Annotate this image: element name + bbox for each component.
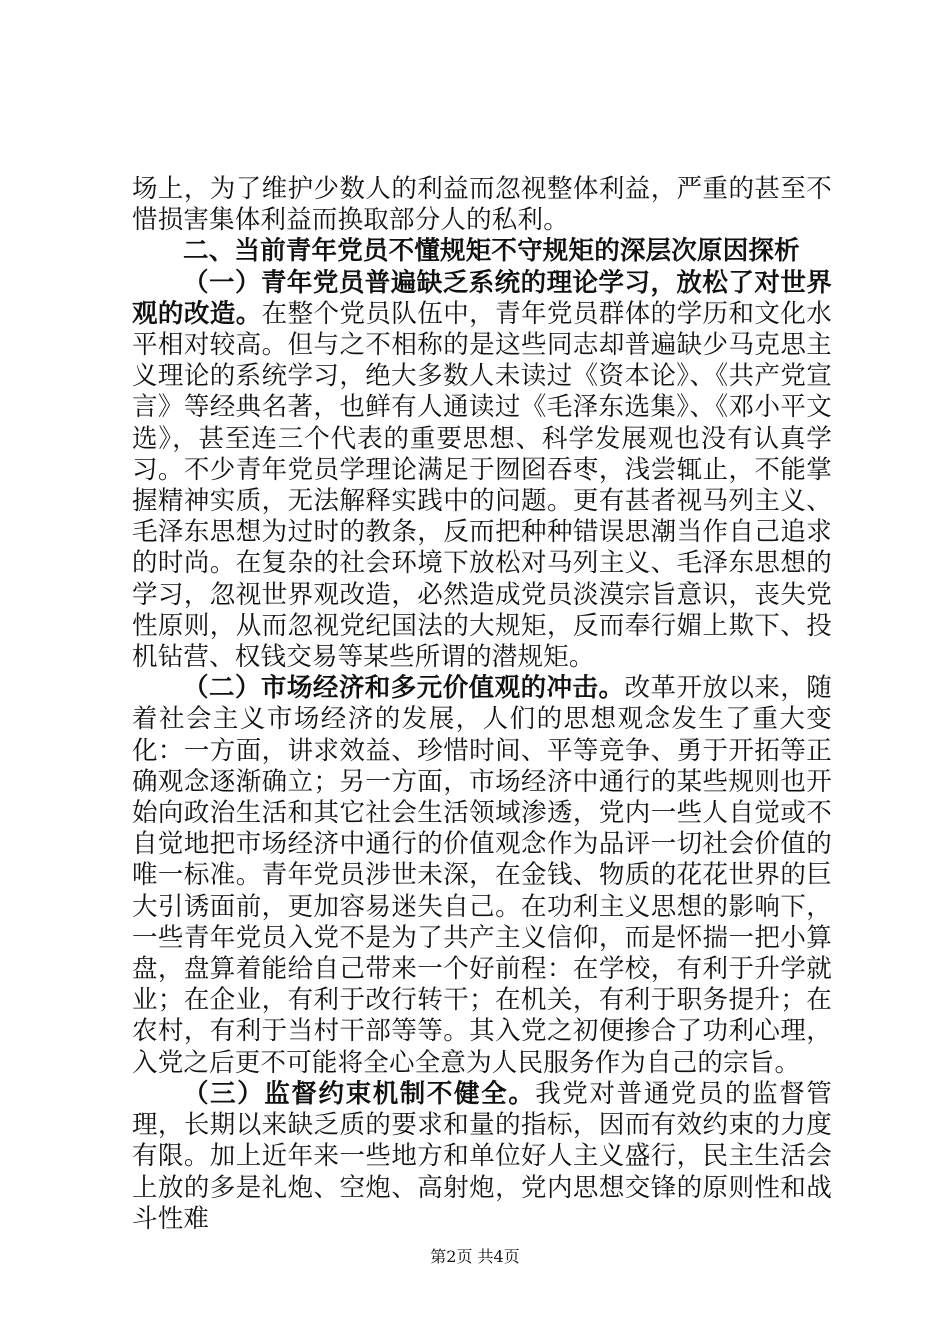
paragraph-2 [132, 673, 832, 1079]
document-body [132, 174, 832, 1235]
paragraph-3-lead: （三）监督约束机制不健全。 [183, 1078, 536, 1109]
paragraph-1-lead: （一）青年党员普遍缺乏系统的理论学习，放松了对世界观的改造。 [132, 267, 832, 329]
paragraph-1 [132, 268, 832, 674]
section-heading: 二、当前青年党员不懂规矩不守规矩的深层次原因探析 [183, 236, 800, 267]
page-footer: 第2页 共4页 [430, 1247, 520, 1266]
paragraph-continued: 场上，为了维护少数人的利益而忽视整体利益，严重的甚至不惜损害集体利益而换取部分人的私利。 [132, 174, 832, 236]
paragraph-2-lead: （二）市场经济和多元价值观的冲击。 [183, 673, 625, 704]
paragraph-3 [132, 1079, 832, 1235]
paragraph-2-body: 改革开放以来，随着社会主义市场经济的发展，人们的思想观念发生了重大变化：一方面，讲求效益、珍惜时间、平等竞争、勇于开拓等正确观念逐渐确立；另一方面，市场经济中通行的某些规则也开始向政治生活和其它社会生活领域渗透，党内一些人自觉或不自觉地把市场经济中通行的价值观念作为品评一切社会价值的唯一标准。青年党员涉世未深，在金钱、物质的花花世界的巨大引诱面前，更加容易迷失自己。在功利主义思想的影响下，一些青年党员入党不是为了共产主义信仰，而是怀揣一把小算盘，盘算着能给自己带来一个好前程：在学校，有利于升学就业；在企业，有利于改行转干；在机关，有利于职务提升；在农村，有利于当村干部等等。其入党之初便掺合了功利心理，入党之后更不可能将全心全意为人民服务作为自己的宗旨。 [132, 673, 832, 1078]
paragraph-1-body: 在整个党员队伍中，青年党员群体的学历和文化水平相对较高。但与之不相称的是这些同志却普遍缺少马克思主义理论的系统学习，绝大多数人未读过《资本论》、《共产党宣言》等经典名著，也鲜有人通读过《毛泽东选集》、《邓小平文选》，甚至连三个代表的重要思想、科学发展观也没有认真学习。不少青年党员学理论满足于囫囵吞枣，浅尝辄止，不能掌握精神实质，无法解释实践中的问题。更有甚者视马列主义、毛泽东思想为过时的教条，反而把种种错误思潮当作自己追求的时尚。在复杂的社会环境下放松对马列主义、毛泽东思想的学习，忽视世界观改造，必然造成党员淡漠宗旨意识，丧失党性原则，从而忽视党纪国法的大规矩，反而奉行媚上欺下、投机钻营、权钱交易等某些所谓的潜规矩。 [132, 298, 832, 673]
paragraph-3-body: 我党对普通党员的监督管理，长期以来缺乏质的要求和量的指标，因而有效约束的力度有限。加上近年来一些地方和单位好人主义盛行，民主生活会上放的多是礼炮、空炮、高射炮，党内思想交锋的原则性和战斗性难 [132, 1078, 832, 1234]
